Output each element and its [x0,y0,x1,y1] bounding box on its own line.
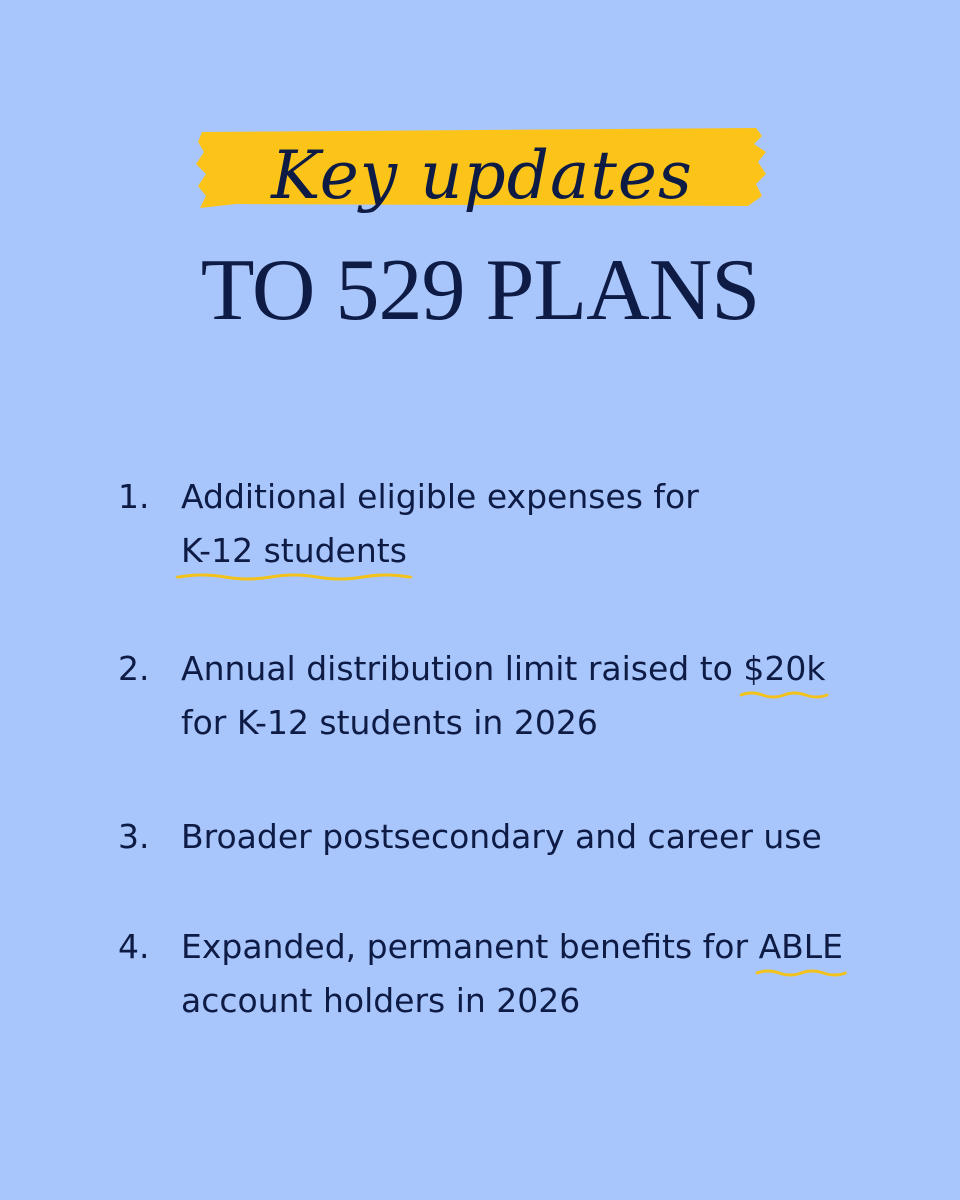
item-line: Broader postsecondary and career use [181,817,822,856]
squiggle-underline [741,690,827,700]
item-line [181,642,901,696]
item-text [181,642,901,750]
script-title: Key updates [271,137,693,214]
item-text [181,920,901,1028]
item-line [181,524,901,578]
highlighted-phrase [759,920,843,974]
highlighted-phrase [743,642,825,696]
item-line: Additional eligible expenses for [181,477,699,516]
item-number: 4. [118,927,150,966]
item-line-text: Annual distribution limit raised to [181,649,744,688]
item-line: for K-12 students in 2026 [181,703,598,742]
highlighted-text: K-12 students [181,531,407,570]
squiggle-underline [179,572,409,582]
highlighted-text: $20k [743,649,826,688]
highlighted-phrase [181,524,407,578]
item-text [181,470,901,578]
item-number: 1. [118,477,150,516]
squiggle-underline [757,968,845,978]
item-text [181,810,901,864]
main-title: TO 529 PLANS [200,242,760,339]
item-line-text: Expanded, permanent benefits for [181,927,759,966]
item-line: account holders in 2026 [181,981,581,1020]
highlighted-text: ABLE [758,927,844,966]
item-number: 2. [118,649,150,688]
item-line [181,920,901,974]
item-number: 3. [118,817,150,856]
